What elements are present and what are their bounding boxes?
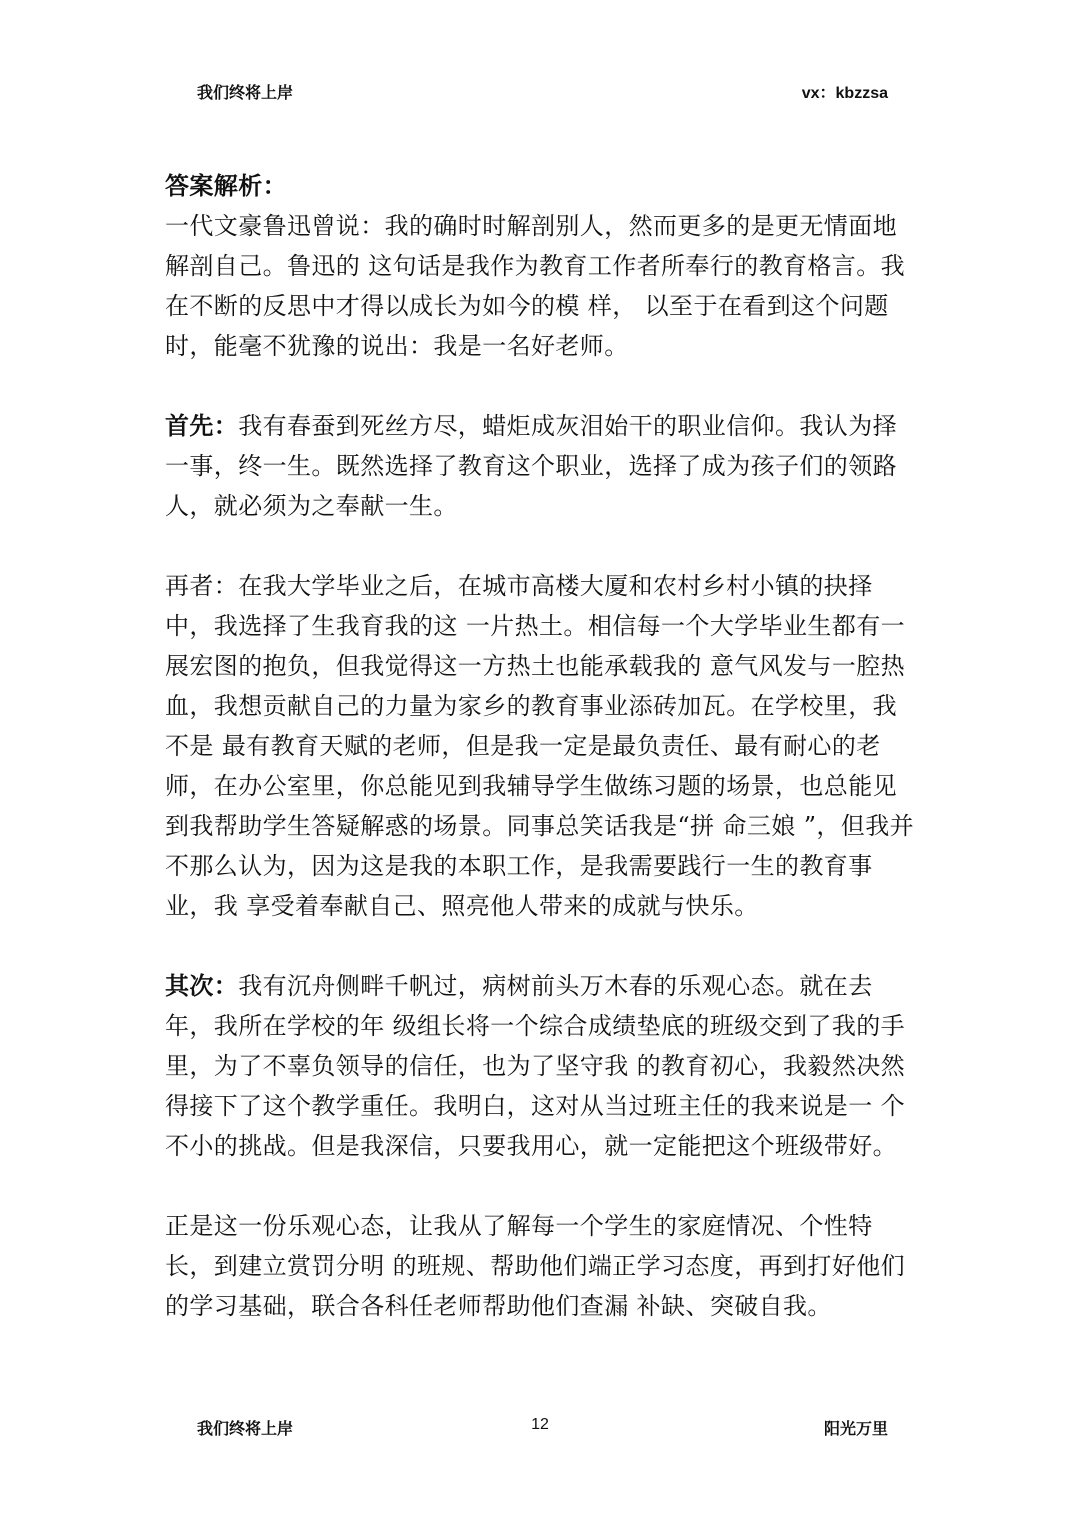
paragraph-third [165,966,915,1166]
paragraph-text: 我有沉舟侧畔千帆过，病树前头万木春的乐观心态。就在去年，我所在学校的年 级组长将一个综合成绩垫底的班级交到了我的手里，为了不辜负领导的信任，也为了坚守我 的教育初心，我毅然决然得接下了这个教学重任。我明白，这对从当过班主任的我来说是一 个不小的挑战。但是我深信，只要我用心，就一定能把这个班级带好。 [165,972,906,1160]
paragraph-text: 再者：在我大学毕业之后，在城市高楼大厦和农村乡村小镇的抉择中，我选择了生我育我的这 一片热土。相信每一个大学毕业生都有一展宏图的抱负，但我觉得这一方热土也能承载我的 意气风发与一腔热血，我想贡献自己的力量为家乡的教育事业添砖加瓦。在学校里，我不是 最有教育天赋的老师，但是我一定是最负责任、最有耐心的老师，在办公室里，你总能见到我辅导学生做练习题的场景，也总能见到我帮助学生答疑解惑的场景。同事总笑话我是“拼 命三娘 ”，但我并不那么认为，因为这是我的本职工作，是我需要践行一生的教育事业，我 享受着奉献自己、照亮他人带来的成就与快乐。 [165,572,914,920]
paragraph-first [165,406,915,526]
paragraph-second [165,566,915,926]
footer-left-text: 我们终将上岸 [197,1419,294,1438]
paragraph-text: 我有春蚕到死丝方尽，蜡炬成灰泪始干的职业信仰。我认为择一事，终一生。既然选择了教育这个职业，选择了成为孩子们的领路人，就必须为之奉献一生。 [165,412,898,520]
paragraph-text: 正是这一份乐观心态，让我从了解每一个学生的家庭情况、个性特长，到建立赏罚分明 的班规、帮助他们端正学习态度，再到打好他们的学习基础，联合各科任老师帮助他们查漏 补缺、突破自我。 [165,1212,906,1320]
paragraph-lead: 其次： [165,971,239,1000]
paragraph-intro [165,206,915,366]
paragraph-lead: 首先： [165,411,239,440]
section-heading: 答案解析： [165,171,287,200]
page-footer [0,1408,1080,1448]
header-left-text: 我们终将上岸 [197,83,294,102]
paragraph-fourth [165,1206,915,1326]
document-body [165,166,915,1326]
header-right-text: vx：kbzzsa [801,85,888,102]
page-header [0,72,1080,112]
paragraph-text: 一代文豪鲁迅曾说：我的确时时解剖别人，然而更多的是更无情面地解剖自己。鲁迅的 这句话是我作为教育工作者所奉行的教育格言。我在不断的反思中才得以成长为如今的模 样， 以至于在看到这个问题时，能毫不犹豫的说出：我是一名好老师。 [165,212,906,360]
footer-right-text: 阳光万里 [823,1419,888,1438]
page-number: 12 [531,1416,549,1433]
